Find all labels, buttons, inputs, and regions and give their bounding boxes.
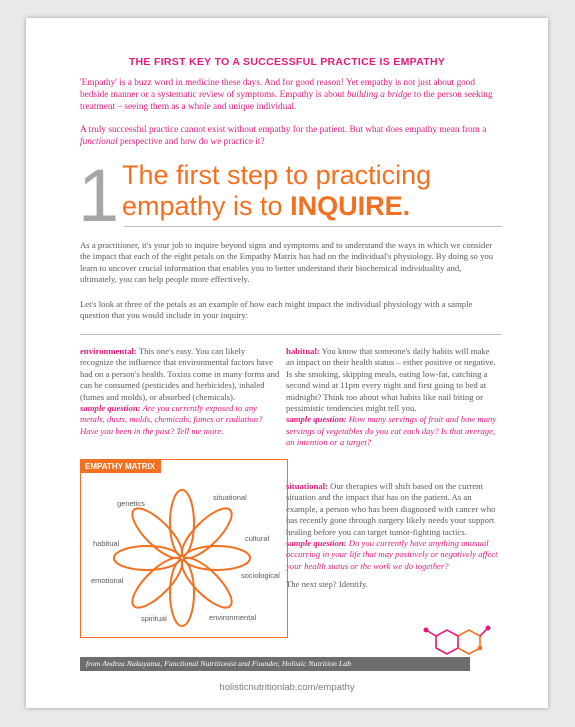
empathy-matrix (80, 459, 288, 638)
petal (184, 546, 250, 570)
petal-label: environmental (209, 613, 257, 622)
step-number: 1 (78, 154, 120, 237)
habitual-section: habitual: You know that someone's daily habits will make an impact on their health status – either positive or negative. Is she smoking, skipping meals, eating low-fat, catching a second wind at 11pm every night and first going to bed at midnight? Think too about what habits like nail biting or pessimistic tendencies might tell you. sample question: How many servings of fruit and how many servings of vegetables do you eat each day? Is that average, an intention or a target? (286, 346, 497, 448)
petal (170, 490, 194, 556)
sample-question-label: sample question: (286, 414, 347, 425)
sample-question-label: sample question: (286, 538, 347, 549)
petal-label: spiritual (141, 614, 167, 623)
document-page (26, 18, 548, 708)
empathy-matrix-title: EMPATHY MATRIX (81, 460, 161, 473)
environmental-section: environmental: This one's easy. You can likely recognize the influence that environmental factors have had on a person's health. Toxins come in many forms and can be consumed (pesticides and herbicides), inhaled (fumes and molds), or absorbed (chemicals). sample question: Are you currently exposed to any metals, dusts, molds, chemicals, fumes or radiation? Have you been in the past? Tell me more. (80, 346, 280, 436)
habitual-label: habitual: (286, 346, 320, 356)
page-heading: THE FIRST KEY TO A SUCCESSFUL PRACTICE IS EMPATHY (128, 56, 446, 68)
petal-label: situational (213, 493, 247, 502)
environmental-label: environmental: (80, 346, 137, 356)
petal-label: genetics (117, 499, 145, 508)
body-paragraph-2: Let's look at three of the petals as an example of how each might impact the individual physiology with a sample question that you would include in your inquiry: (80, 299, 473, 321)
divider (80, 334, 502, 335)
petal-label: habitual (93, 539, 120, 548)
petal-label: cultural (245, 534, 270, 543)
petal (114, 546, 180, 570)
petal-label: emotional (91, 576, 124, 585)
intro-paragraph-2: A truly successful practice cannot exist without empathy for the patient. But what does empathy mean from a functional perspective and how do we practice it? (80, 125, 487, 147)
next-step-text: The next step? Identify. (286, 579, 368, 590)
footer-credit: from Andrea Nakayama, Functional Nutritionist and Founder, Holistic Nutrition Lab (80, 657, 470, 671)
petal-label: sociological (241, 571, 280, 580)
footer-url[interactable]: holisticnutritionlab.com/empathy (219, 682, 355, 693)
empathy-flower-diagram (81, 460, 287, 637)
situational-label: situational: (286, 481, 328, 491)
divider (124, 226, 502, 227)
body-paragraph-1: As a practitioner, it's your job to inquire beyond signs and symptoms and to understand the ways in which we consider the impact that each of the eight petals on the Empathy Matrix has had on the individual's physiology. By doing so you learn to uncover crucial information that enables you to better understand their biochemical individuality and, ultimately, you can help people more effectively. (80, 240, 494, 285)
petal (170, 560, 194, 626)
step-headline: The first step to practicing empathy is to INQUIRE. (122, 160, 432, 221)
situational-section: situational: Our therapies will shift based on the current situation and the impact that has on the patient. As an example, a person who has been diagnosed with cancer who has recently gone through surgery likely needs your support healing before you can target tumor-fighting tactics. sample question: Do you currently have anything unusual occurring in your life that may positively or negatively affect your health status or the work we do together? The next step? Identify. (286, 481, 498, 590)
intro-paragraph-1: 'Empathy' is a buzz word in medicine these days. And for good reason! Yet empathy is not just about good bedside manner or a systematic review of symptoms. Empathy is about building a bridge to the person seeking treatment – seeing them as a whole and unique individual. (80, 78, 493, 112)
molecule-icon (418, 616, 494, 660)
sample-question-label: sample question: (80, 403, 141, 414)
